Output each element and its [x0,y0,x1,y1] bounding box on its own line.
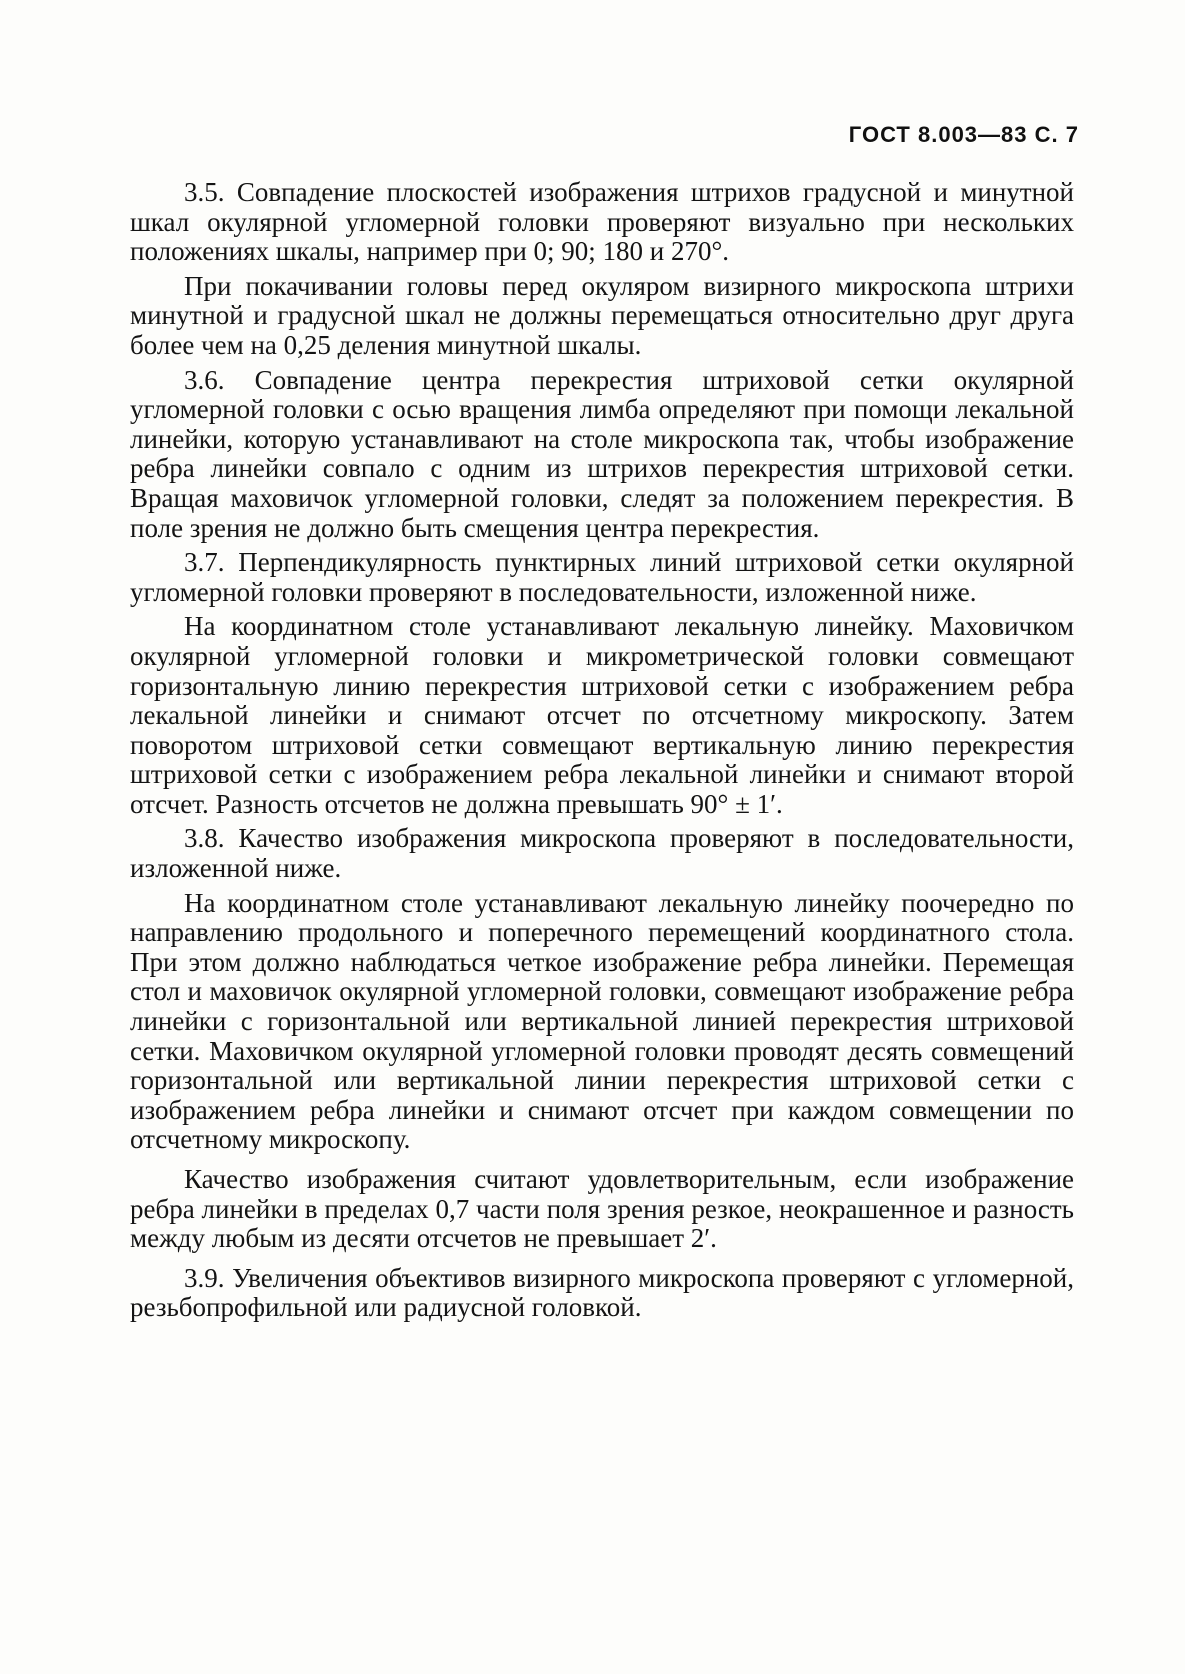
paragraph-3-8-cont: На координатном столе устанавливают лекальную линейку поочередно по направлению продольного и поперечного перемещений координатного стола. При этом должно наблюдаться четкое изображение ребра линейки. Перемещая стол и маховичок окулярной угломерной головки, совмещают изображение ребра линейки с горизонтальной или вертикальной линией перекрестия штриховой сетки. Маховичком окулярной угломерной головки проводят десять совмещений горизонтальной или вертикальной линии перекрестия штриховой сетки с изображением ребра линейки и снимают отсчет при каждом совмещении по отсчетному микроскопу. [130,887,1074,1155]
paragraph-3-6: 3.6. Совпадение центра перекрестия штриховой сетки окулярной угломерной головки с осью вращения лимба определяют при помощи лекальной линейки, которую устанавливают на столе микроскопа так, чтобы изображение ребра линейки совпало с одним из штрихов перекрестия штриховой сетки. Вращая маховичок угломерной головки, следят за положением перекрестия. В поле зрения не должно быть смещения центра перекрестия. [130,364,1074,543]
document-body [130,178,1074,1323]
paragraph-3-9: 3.9. Увеличения объективов визирного микроскопа проверяют с угломерной, резьбопрофильной или радиусной головкой. [130,1262,1074,1323]
paragraph-3-8: 3.8. Качество изображения микроскопа проверяют в последовательности, изложенной ниже. [130,823,1074,884]
paragraph-3-5: 3.5. Совпадение плоскостей изображения штрихов градусной и минутной шкал окулярной угломерной головки проверяют визуально при нескольких положениях шкалы, например при 0; 90; 180 и 270°. [130,177,1074,267]
paragraph-3-8-quality: Качество изображения считают удовлетворительным, если изображение ребра линейки в пределах 0,7 части поля зрения резкое, неокрашенное и разность между любым из десяти отсчетов не превышает 2′. [130,1164,1074,1254]
page-number: С. 7 [1034,122,1079,147]
standard-number: ГОСТ 8.003—83 [848,122,1028,147]
page-header [849,122,1079,148]
paragraph-3-7-cont: На координатном столе устанавливают лекальную линейку. Маховичком окулярной угломерной головки и микрометрической головки совмещают горизонтальную линию перекрестия штриховой сетки с изображением ребра лекальной линейки и снимают отсчет по отсчетному микроскопу. Затем поворотом штриховой сетки совмещают вертикальную линию перекрестия штриховой сетки с изображением ребра лекальной линейки и снимают второй отсчет. Разность отсчетов не должна превышать 90° ± 1′. [130,611,1074,819]
paragraph-3-5-cont: При покачивании головы перед окуляром визирного микроскопа штрихи минутной и градусной шкал не должны перемещаться относительно друг друга более чем на 0,25 деления минутной шкалы. [130,270,1074,360]
paragraph-3-7: 3.7. Перпендикулярность пунктирных линий штриховой сетки окулярной угломерной головки проверяют в последовательности, изложенной ниже. [130,547,1074,607]
